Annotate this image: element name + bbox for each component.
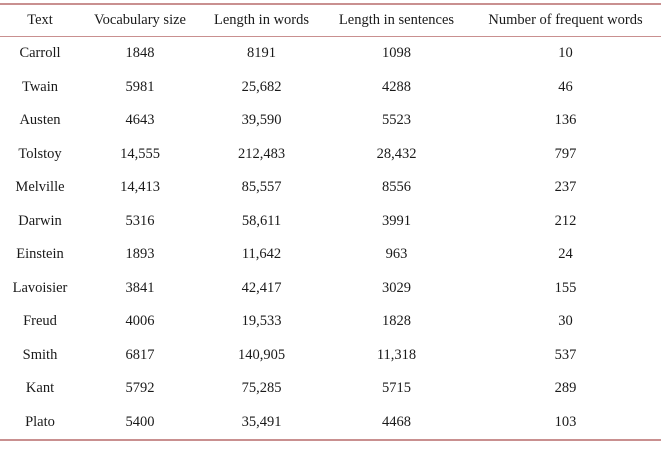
cell-length-in-words: 8191: [247, 45, 276, 62]
table-row: [0, 339, 661, 373]
cell-length-in-sentences: 11,318: [376, 346, 417, 363]
cell-text: Melville: [15, 179, 65, 196]
cell-length-in-words: 35,491: [241, 413, 282, 430]
cell-text: Kant: [25, 380, 55, 397]
cell-number-of-frequent-words: 136: [554, 112, 577, 129]
cell-number-of-frequent-words: 24: [558, 246, 573, 263]
table-row: [0, 406, 661, 441]
cell-vocabulary-size: 5981: [125, 78, 155, 95]
cell-number-of-frequent-words: 537: [554, 346, 577, 363]
cell-length-in-words: 75,285: [241, 380, 282, 397]
cell-length-in-words: 11,642: [241, 246, 282, 263]
cell-vocabulary-size: 5316: [125, 212, 155, 229]
cell-number-of-frequent-words: 797: [554, 145, 577, 162]
cell-length-in-words: 19,533: [241, 313, 282, 330]
header-length-in-sentences: Length in sentences: [338, 12, 455, 28]
cell-vocabulary-size: 1848: [125, 45, 155, 62]
cell-text: Plato: [25, 413, 55, 430]
cell-text: Smith: [22, 346, 58, 363]
table-row: [0, 205, 661, 239]
cell-length-in-words: 58,611: [241, 212, 282, 229]
cell-number-of-frequent-words: 212: [554, 212, 577, 229]
cell-number-of-frequent-words: 30: [558, 313, 573, 330]
cell-number-of-frequent-words: 103: [554, 413, 577, 430]
cell-vocabulary-size: 14,555: [120, 145, 160, 162]
cell-length-in-words: 212,483: [237, 145, 286, 162]
cell-length-in-sentences: 963: [385, 246, 408, 263]
table-row: [0, 138, 661, 172]
cell-text: Lavoisier: [12, 279, 68, 296]
cell-length-in-words: 39,590: [241, 112, 282, 129]
header-length-in-words: Length in words: [213, 12, 310, 28]
cell-vocabulary-size: 4006: [125, 313, 155, 330]
cell-length-in-sentences: 5715: [382, 380, 411, 397]
header-vocabulary-size: Vocabulary size: [94, 12, 186, 28]
cell-length-in-sentences: 1098: [382, 45, 411, 62]
cell-vocabulary-size: 4643: [125, 112, 155, 129]
cell-length-in-sentences: 8556: [382, 179, 411, 196]
cell-length-in-words: 140,905: [237, 346, 286, 363]
cell-number-of-frequent-words: 237: [554, 179, 577, 196]
table-header-row: [0, 4, 661, 37]
cell-length-in-words: 25,682: [241, 78, 282, 95]
cell-vocabulary-size: 14,413: [120, 179, 160, 196]
cell-length-in-sentences: 5523: [382, 112, 411, 129]
cell-text: Austen: [19, 112, 61, 129]
cell-length-in-words: 42,417: [241, 279, 282, 296]
cell-length-in-sentences: 3991: [382, 212, 411, 229]
cell-text: Tolstoy: [18, 145, 62, 162]
table-row: [0, 372, 661, 406]
header-text: Text: [27, 12, 53, 28]
cell-number-of-frequent-words: 155: [554, 279, 577, 296]
table-row: [0, 272, 661, 306]
cell-length-in-sentences: 3029: [382, 279, 411, 296]
cell-number-of-frequent-words: 289: [554, 380, 577, 397]
table-row: [0, 71, 661, 105]
cell-text: Carroll: [19, 45, 61, 62]
cell-vocabulary-size: 5400: [125, 413, 155, 430]
cell-vocabulary-size: 6817: [125, 346, 155, 363]
cell-text: Twain: [21, 78, 59, 95]
data-table-container: [0, 3, 661, 441]
table-row: [0, 37, 661, 71]
cell-length-in-sentences: 4468: [382, 413, 411, 430]
table-row: [0, 104, 661, 138]
cell-length-in-sentences: 28,432: [376, 145, 417, 162]
table-row: [0, 238, 661, 272]
cell-text: Darwin: [18, 212, 62, 229]
cell-vocabulary-size: 1893: [125, 246, 155, 263]
text-statistics-table: [0, 3, 661, 441]
cell-vocabulary-size: 5792: [125, 380, 155, 397]
header-number-of-frequent-words: Number of frequent words: [488, 12, 643, 28]
cell-length-in-sentences: 1828: [382, 313, 411, 330]
cell-vocabulary-size: 3841: [125, 279, 155, 296]
cell-number-of-frequent-words: 10: [558, 45, 573, 62]
cell-length-in-sentences: 4288: [382, 78, 411, 95]
cell-text: Freud: [23, 313, 57, 330]
cell-text: Einstein: [16, 246, 64, 263]
cell-length-in-words: 85,557: [241, 179, 282, 196]
cell-number-of-frequent-words: 46: [558, 78, 573, 95]
table-row: [0, 305, 661, 339]
table-row: [0, 171, 661, 205]
